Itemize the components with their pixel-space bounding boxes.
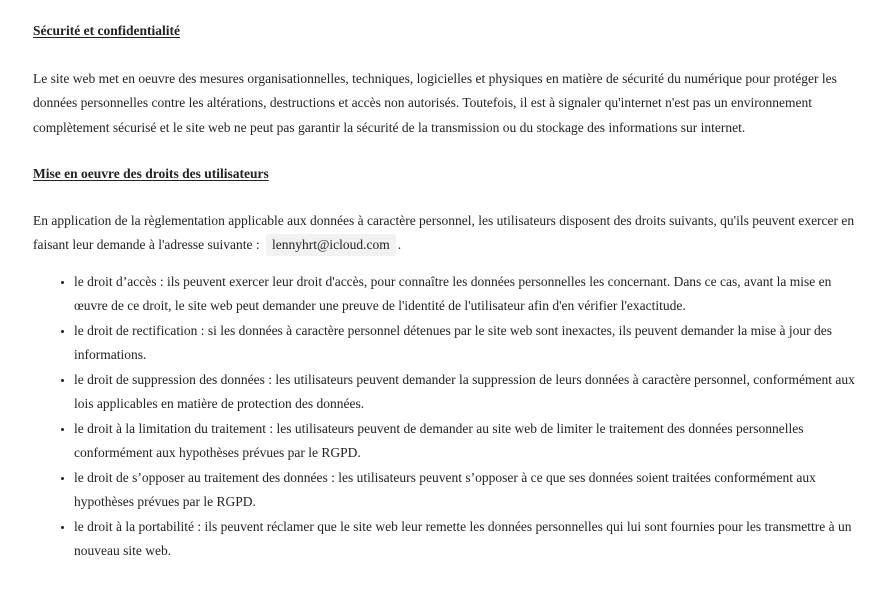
security-paragraph: Le site web met en oeuvre des mesures organisationnelles, techniques, logicielles et physiques en matière de sécurité du numérique pour protéger les données personnelles contre les altérations, destructions et accès non autorisés. Toutefois, il est à signaler qu'internet n'est pas un environnement complètement sécurisé et le site web ne peut pas garantir la sécurité de la transmission ou du stockage des informations sur internet. bbox=[33, 70, 837, 135]
user-rights-intro bbox=[33, 209, 857, 258]
right-portability-item: • le droit à la portabilité : ils peuvent réclamer que le site web leur remette les données personnelles qui lui sont fournies pour les transmettre à un nouveau site web. bbox=[74, 515, 857, 564]
right-deletion-item: • le droit de suppression des données : les utilisateurs peuvent demander la suppression de leurs données à caractère personnel, conformément aux lois applicables en matière de protection des données. bbox=[74, 368, 857, 417]
user-rights-intro-text: En application de la règlementation applicable aux données à caractère personnel, les utilisateurs disposent des droits suivants, qu'ils peuvent exercer en faisant leur demande à l'adresse suivante : bbox=[33, 212, 855, 252]
user-rights-section-title: Mise en oeuvre des droits des utilisateurs bbox=[33, 166, 269, 181]
right-access-item: • le droit d’accès : ils peuvent exercer leur droit d'accès, pour connaître les données personnelles les concernant. Dans ce cas, avant la mise en œuvre de ce droit, le site web peut demander une preuve de l'identité de l'utilisateur afin d'en vérifier l'exactitude. bbox=[74, 270, 857, 319]
contact-email[interactable]: lennyhrt@icloud.com bbox=[266, 234, 396, 256]
user-rights-list bbox=[33, 270, 857, 564]
right-limitation-item: • le droit à la limitation du traitement : les utilisateurs peuvent de demander au site web de limiter le traitement des données personnelles conformément aux hypothèses prévues par le RGPD. bbox=[74, 417, 857, 466]
user-rights-intro-end: . bbox=[397, 237, 402, 252]
right-objection-item: • le droit de s’opposer au traitement des données : les utilisateurs peuvent s’opposer à ce que ses données soient traitées conformément aux hypothèses prévues par le RGPD. bbox=[74, 466, 857, 515]
security-section-title: Sécurité et confidentialité bbox=[33, 23, 180, 38]
right-rectification-item: • le droit de rectification : si les données à caractère personnel détenues par le site web sont inexactes, ils peuvent demander la mise à jour des informations. bbox=[74, 319, 857, 368]
